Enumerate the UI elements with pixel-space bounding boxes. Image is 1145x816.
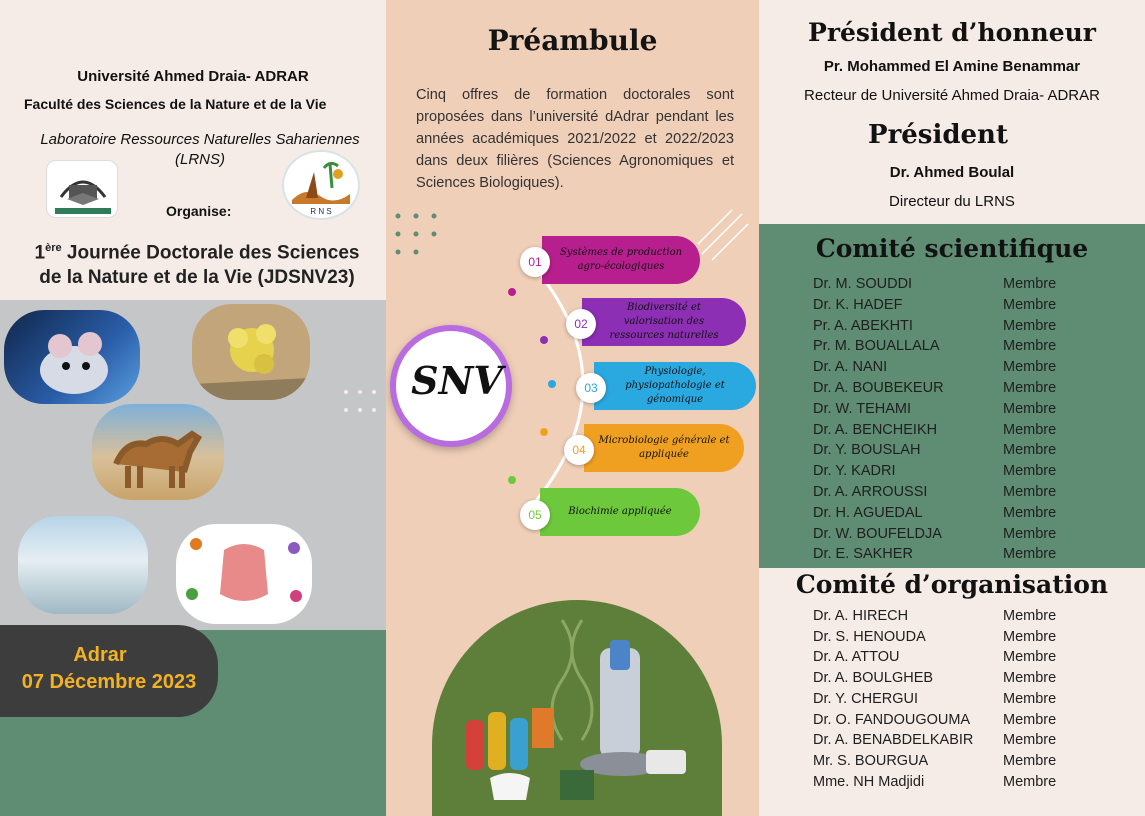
member-name: Dr. O. FANDOUGOUMA <box>813 711 971 728</box>
member-row <box>813 526 1133 547</box>
event-title-sup: ère <box>45 242 62 254</box>
member-role: Membre <box>1003 670 1057 687</box>
member-row <box>813 338 1133 359</box>
member-role: Membre <box>1003 608 1057 624</box>
president-title: Président <box>868 120 1008 150</box>
item-label-05: Biochimie appliquée <box>568 506 672 517</box>
member-name: Mme. NH Madjidi <box>813 773 925 790</box>
event-place-date <box>0 625 218 717</box>
left-header <box>0 0 386 300</box>
member-name: Pr. A. ABEKHTI <box>813 317 913 334</box>
item-number-01: 01 <box>520 247 550 277</box>
member-name: Dr. K. HADEF <box>813 296 903 313</box>
organise-label: Organise: <box>166 203 232 219</box>
member-row <box>813 691 1133 712</box>
honor-president-title: Président d’honneur <box>808 18 1096 47</box>
decorative-dots-icon <box>340 386 380 446</box>
scientific-committee-title: Comité scientifique <box>815 234 1089 263</box>
president-role: Directeur du LRNS <box>889 193 1015 210</box>
svg-text:R N S: R N S <box>310 207 332 216</box>
member-role: Membre <box>1003 296 1057 313</box>
member-role: Membre <box>1003 380 1057 396</box>
laboratory-line2: (LRNS) <box>174 151 225 168</box>
item-pill-04 <box>584 424 744 472</box>
lrns-logo-icon <box>282 150 360 220</box>
member-row <box>813 753 1133 774</box>
member-role: Membre <box>1003 317 1057 334</box>
camel-photo <box>92 404 224 500</box>
member-name: Dr. A. ARROUSSI <box>813 484 928 500</box>
university-name: Université Ahmed Draia- ADRAR <box>77 68 309 85</box>
member-role: Membre <box>1003 359 1057 376</box>
member-row <box>813 359 1133 380</box>
member-row <box>813 670 1133 691</box>
member-name: Dr. E. SAKHER <box>813 546 913 563</box>
item-label-03: Physiologie, physiopathologie et génomique <box>625 366 725 405</box>
member-row <box>813 422 1133 443</box>
faculty-name: Faculté des Sciences de la Nature et de la Vie <box>24 96 327 112</box>
item-pill-01 <box>542 236 700 284</box>
event-title-prefix: 1 <box>34 242 46 264</box>
scientific-committee <box>759 224 1145 568</box>
item-number-02: 02 <box>566 309 596 339</box>
right-panel <box>759 0 1145 816</box>
member-name: Mr. S. BOURGUA <box>813 752 929 769</box>
preambule-title: Préambule <box>487 24 658 57</box>
member-role: Membre <box>1003 484 1057 500</box>
member-name: Dr. M. SOUDDI <box>813 276 913 292</box>
photo-collage <box>0 300 386 630</box>
event-title-line1: Journée Doctorale des Sciences <box>61 242 360 264</box>
member-row <box>813 318 1133 339</box>
member-role: Membre <box>1003 690 1057 707</box>
member-name: Dr. Y. CHERGUI <box>813 690 919 707</box>
organisation-committee-title: Comité d’organisation <box>795 570 1109 599</box>
member-name: Dr. Y. BOUSLAH <box>813 442 921 459</box>
member-role: Membre <box>1003 338 1057 355</box>
member-role: Membre <box>1003 525 1057 542</box>
member-row <box>813 401 1133 422</box>
member-row <box>813 608 1133 629</box>
event-title-line2: de la Nature et de la Vie (JDSNV23) <box>39 267 355 289</box>
left-panel <box>0 0 386 816</box>
member-role: Membre <box>1003 649 1057 666</box>
member-name: Dr. H. AGUEDAL <box>813 504 923 521</box>
member-row <box>813 484 1133 505</box>
member-name: Dr. A. BENCHEIKH <box>813 421 938 438</box>
member-row <box>813 732 1133 753</box>
member-row <box>813 629 1133 650</box>
member-role: Membre <box>1003 711 1057 728</box>
member-row <box>813 380 1133 401</box>
snv-label: SNV <box>411 358 503 403</box>
member-role: Membre <box>1003 732 1057 749</box>
member-row <box>813 505 1133 526</box>
member-name: Dr. A. ATTOU <box>813 649 900 666</box>
member-role: Membre <box>1003 463 1057 480</box>
laboratory-line1: Laboratoire Ressources Naturelles Sahariennes <box>40 131 360 148</box>
member-role: Membre <box>1003 546 1057 563</box>
member-row <box>813 712 1133 733</box>
member-row <box>813 276 1133 297</box>
item-label-04: Microbiologie générale et appliquée <box>598 435 730 460</box>
member-role: Membre <box>1003 421 1057 438</box>
salt-flat-photo <box>18 516 148 614</box>
member-row <box>813 442 1133 463</box>
member-role: Membre <box>1003 752 1057 769</box>
member-role: Membre <box>1003 276 1057 292</box>
honor-president-role: Recteur de Université Ahmed Draia- ADRAR <box>804 87 1100 104</box>
item-number-04: 04 <box>564 435 594 465</box>
decorative-lines-icon <box>694 206 754 266</box>
item-number-05: 05 <box>520 500 550 530</box>
laboratory-illustration <box>432 600 722 816</box>
member-name: Dr. W. BOUFELDJA <box>813 525 942 542</box>
member-name: Dr. A. NANI <box>813 359 888 376</box>
item-pill-02 <box>582 298 746 346</box>
item-pill-03 <box>594 362 756 410</box>
middle-panel <box>386 0 759 816</box>
president-name: Dr. Ahmed Boulal <box>889 164 1015 181</box>
member-row <box>813 774 1133 795</box>
preambule-text: Cinq offres de formation doctorales sont proposées dans l’université dAdrar pendant les années académiques 2021/2022 et 2022/2023 dans deux filières (Sciences Agronomiques et Sciences Biologiques). <box>416 87 734 191</box>
member-name: Dr. S. HENOUDA <box>813 628 926 645</box>
member-role: Membre <box>1003 773 1057 790</box>
decorative-dots-icon <box>388 206 448 266</box>
event-place: Adrar <box>73 644 127 666</box>
member-role: Membre <box>1003 628 1057 645</box>
member-name: Dr. A. BENABDELKABIR <box>813 732 974 749</box>
desert-plant-photo <box>192 304 310 400</box>
microbiota-photo <box>176 524 312 624</box>
item-label-02: Biodiversité et valorisation des ressources naturelles <box>609 302 719 341</box>
member-name: Dr. A. HIRECH <box>813 608 909 624</box>
member-name: Dr. W. TEHAMI <box>813 400 912 417</box>
honor-president-name: Pr. Mohammed El Amine Benammar <box>823 58 1081 75</box>
member-row <box>813 649 1133 670</box>
member-role: Membre <box>1003 442 1057 459</box>
member-name: Dr. Y. KADRI <box>813 463 896 480</box>
member-row <box>813 463 1133 484</box>
lab-rat-photo <box>4 310 140 404</box>
member-role: Membre <box>1003 400 1057 417</box>
member-name: Dr. A. BOUBEKEUR <box>813 380 944 396</box>
item-pill-05 <box>540 488 700 536</box>
member-name: Dr. A. BOULGHEB <box>813 670 934 687</box>
university-logo-icon <box>46 160 118 218</box>
item-label-01: Systèmes de production agro-écologiques <box>559 247 683 272</box>
member-row <box>813 546 1133 567</box>
member-name: Pr. M. BOUALLALA <box>813 338 940 355</box>
member-role: Membre <box>1003 504 1057 521</box>
member-row <box>813 297 1133 318</box>
event-date: 07 Décembre 2023 <box>21 671 197 693</box>
event-title <box>8 236 386 290</box>
item-number-03: 03 <box>576 373 606 403</box>
